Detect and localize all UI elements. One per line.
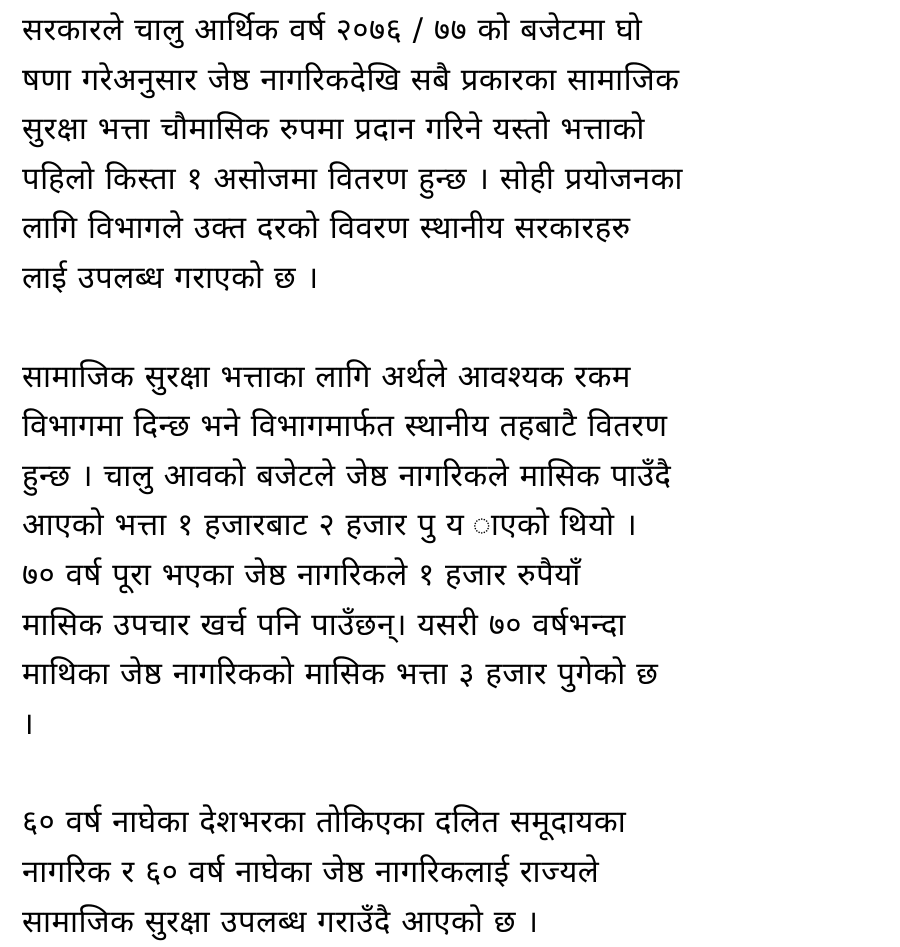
paragraph-1: [22, 6, 892, 304]
text-line: ७० वर्ष पूरा भएका जेष्ठ नागरिकले १ हजार रुपैयाँ: [22, 551, 892, 601]
text-line: सामाजिक सुरक्षा उपलब्ध गराउँदै आएको छ ।: [22, 898, 892, 947]
text-line: नागरिक र ६० वर्ष नाघेका जेष्ठ नागरिकलाई राज्यले: [22, 848, 892, 898]
paragraph-2: [22, 353, 892, 750]
text-line: सामाजिक सुरक्षा भत्ताका लागि अर्थले आवश्यक रकम: [22, 353, 892, 403]
text-line: मासिक उपचार खर्च पनि पाउँछन्। यसरी ७० वर्षभन्दा: [22, 601, 892, 651]
text-line: ६० वर्ष नाघेका देशभरका तोकिएका दलित समूदायका: [22, 798, 892, 848]
document-body: [22, 6, 892, 947]
text-line: लागि विभागले उक्त दरको विवरण स्थानीय सरकारहरु: [22, 204, 892, 254]
text-line: पहिलो किस्ता १ असोजमा वितरण हुन्छ । सोही प्रयोजनका: [22, 155, 892, 205]
text-line: आएको भत्ता १ हजारबाट २ हजार पु य ाएको थियो ।: [22, 501, 892, 551]
text-line: विभागमा दिन्छ भने विभागमार्फत स्थानीय तहबाटै वितरण: [22, 402, 892, 452]
paragraph-3: [22, 798, 892, 947]
text-line: हुन्छ । चालु आवको बजेटले जेष्ठ नागरिकले मासिक पाउँदै: [22, 452, 892, 502]
text-line: लाई उपलब्ध गराएको छ ।: [22, 254, 892, 304]
text-line: माथिका जेष्ठ नागरिकको मासिक भत्ता ३ हजार पुगेको छ: [22, 650, 892, 700]
text-line: सरकारले चालु आर्थिक वर्ष २०७६ / ७७ को बजेटमा घो: [22, 6, 892, 56]
text-line: ।: [22, 700, 892, 750]
text-line: सुरक्षा भत्ता चौमासिक रुपमा प्रदान गरिने यस्तो भत्ताको: [22, 105, 892, 155]
text-line: षणा गरेअनुसार जेष्ठ नागरिकदेखि सबै प्रकारका सामाजिक: [22, 56, 892, 106]
